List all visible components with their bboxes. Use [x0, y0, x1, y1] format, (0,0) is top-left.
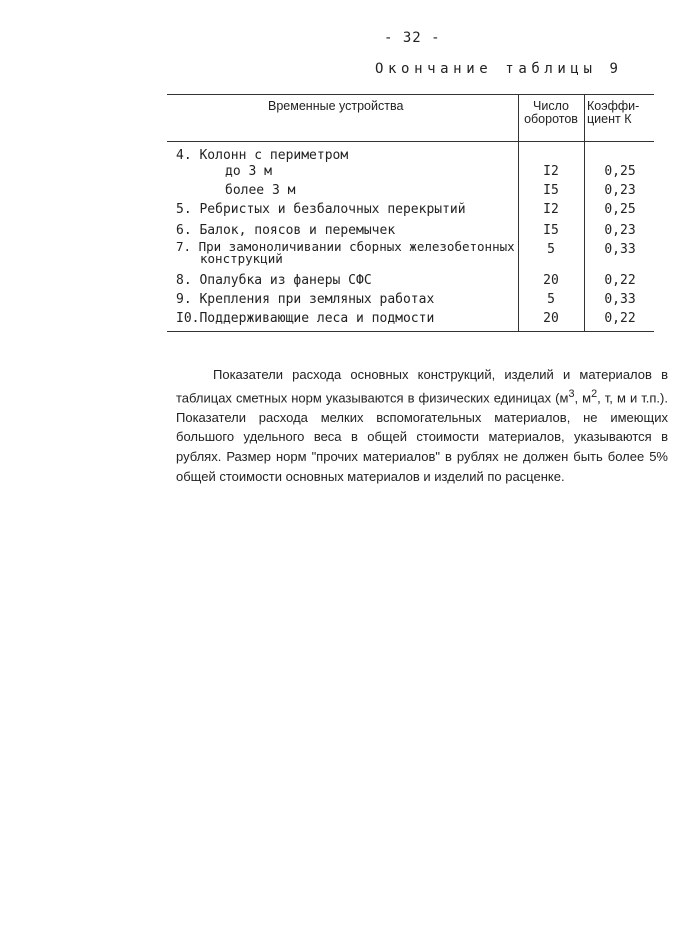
row-name: 9. Крепления при земляных работах [176, 292, 435, 307]
row-turns: 20 [543, 311, 559, 326]
row-name: 4. Колонн с периметром [176, 148, 349, 163]
row-turns: 5 [547, 292, 555, 307]
table-row [0, 272, 700, 290]
row-coefficient: 0,25 [604, 164, 636, 179]
row-turns: I2 [543, 164, 559, 179]
row-name: до 3 м [225, 164, 272, 179]
header-turns: Число оборотов [524, 99, 578, 126]
row-turns: I5 [543, 183, 559, 198]
row-coefficient: 0,22 [604, 311, 636, 326]
row-name: более 3 м [225, 183, 296, 198]
row-coefficient: 0,22 [604, 273, 636, 288]
table-row [0, 291, 700, 309]
header-devices: Временные устройства [268, 99, 404, 113]
table-row [0, 239, 700, 266]
row-turns: I5 [543, 223, 559, 238]
row-name: 6. Балок, поясов и перемычек [176, 223, 396, 238]
table-bottom-rule [167, 331, 654, 332]
table-row [0, 201, 700, 219]
row-turns: I2 [543, 202, 559, 217]
table-row [0, 182, 700, 200]
row-coefficient: 0,25 [604, 202, 636, 217]
table-caption: Окончание таблицы 9 [375, 61, 623, 77]
row-name: 5. Ребристых и безбалочных перекрытий [176, 202, 466, 217]
body-paragraph: Показатели расхода основных конструкций, изделий и материалов в таблицах сметных норм указываются в физических единицах ($м^3$, $м^2$, т, м и т.п.). Показатели расхода мелких вспомогательных материалов, не имеющих большого удельного веса в общей стоимости материалов, указываются в рублях. Размер норм "прочих материалов" в рублях не должен быть более 5% общей стоимости основных материалов и изделий по расценке. [176, 367, 668, 484]
table-row [0, 222, 700, 240]
page-number: - 32 - [384, 30, 441, 46]
header-coefficient: Коэффи- циент К [587, 99, 640, 126]
table-row [0, 163, 700, 181]
table-row [0, 310, 700, 328]
row-coefficient: 0,23 [604, 223, 636, 238]
row-coefficient: 0,33 [604, 242, 636, 257]
table-top-rule [167, 94, 654, 95]
row-name: I0.Поддерживающие леса и подмости [176, 311, 435, 326]
row-coefficient: 0,33 [604, 292, 636, 307]
row-name: 8. Опалубка из фанеры СФС [176, 273, 372, 288]
row-turns: 20 [543, 273, 559, 288]
row-turns: 5 [547, 242, 555, 257]
table-header-rule [167, 141, 654, 142]
row-coefficient: 0,23 [604, 183, 636, 198]
row-name: 7. При замоноличивании сборных железобетонных конструкций [176, 239, 515, 266]
